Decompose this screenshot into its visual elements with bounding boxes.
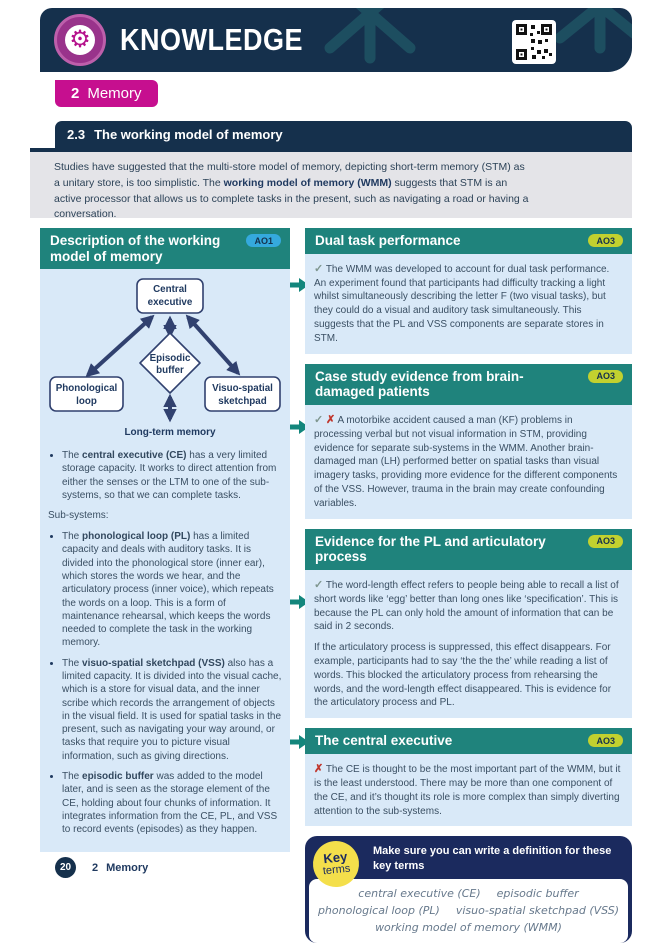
ao3-badge: AO3 bbox=[588, 234, 623, 247]
bullet-item: • The episodic buffer was added to the model later, and is seen as the storage element of the CE, holding about four chunks of information. It integrates information from the CE, PL, and VSS to record events (episodes) as they happen. bbox=[62, 770, 282, 836]
left-panel bbox=[40, 228, 290, 852]
left-panel-header bbox=[40, 228, 290, 269]
key-term: central executive (CE) bbox=[358, 886, 481, 900]
phonological-loop-label: Phonological bbox=[55, 383, 118, 395]
panel-header bbox=[305, 728, 632, 754]
panel-paragraph: If the articulatory process is suppressed, this effect disappears. For example, participants had to say ‘the the the’ while reading a list of words. This blocked the articulatory process from rehearsing the words, and the word-length effect disappeared. This is evidence for the articulatory process and PL. bbox=[314, 642, 612, 709]
panel-body bbox=[305, 254, 632, 354]
wmm-diagram bbox=[48, 275, 282, 445]
header-banner bbox=[40, 8, 632, 72]
panel-body bbox=[305, 754, 632, 827]
intro-text: Studies have suggested that the multi-store model of memory, depicting short-term memory (STM) as a unitary store, is too simplistic. The working model of memory (WMM) suggests that STM is an active processor that allows us to complete tasks in the present, such as navigating a road or having a conversation. bbox=[54, 161, 529, 221]
key-term: episodic buffer bbox=[496, 886, 579, 900]
panel-body bbox=[305, 405, 632, 519]
panel-title: The central executive bbox=[315, 733, 453, 749]
panel-title: Case study evidence from brain-damaged patients bbox=[315, 368, 524, 400]
panel-header bbox=[305, 529, 632, 570]
gear-icon: ⚙ bbox=[54, 14, 106, 66]
svg-text:loop: loop bbox=[76, 396, 97, 408]
panel-paragraph: ✓ The word-length effect refers to people being able to recall a list of short words like ‘egg’ better than long ones like ‘specification’. This is because the PL can only hold the amount of information that can be said in 2 seconds. bbox=[314, 578, 619, 633]
ao3-badge: AO3 bbox=[588, 734, 623, 747]
panel-central-executive bbox=[305, 728, 632, 826]
section-bar bbox=[55, 121, 632, 148]
check-icon: ✓ bbox=[314, 413, 324, 426]
bold-term: phonological loop (PL) bbox=[82, 531, 191, 543]
key-terms-badge: Key terms bbox=[311, 839, 362, 890]
ao3-badge: AO3 bbox=[588, 370, 623, 383]
bold-term: visuo-spatial sketchpad (VSS) bbox=[82, 657, 225, 669]
qr-code bbox=[512, 20, 556, 69]
section-title: The working model of memory bbox=[94, 127, 283, 142]
key-terms-list bbox=[309, 879, 628, 943]
chapter-number: 2 bbox=[71, 85, 80, 102]
panel-pl-evidence bbox=[305, 529, 632, 719]
cross-icon: ✗ bbox=[326, 413, 336, 426]
bold-term: central executive (CE) bbox=[82, 450, 187, 462]
panel-paragraph: ✓ The WMM was developed to account for dual task performance. An experiment found that participants had difficulty tracking a light whilst simultaneously describing the letter F (two visual tasks), but they could do a visual and auditory task simultaneously. This suggests that the PL and VSS components are separate stores in STM. bbox=[314, 262, 610, 344]
subsystems-label: Sub-systems: bbox=[48, 510, 109, 522]
key-terms-box bbox=[305, 836, 632, 943]
panel-case-study bbox=[305, 364, 632, 519]
chapter-title: Memory bbox=[87, 85, 142, 102]
bullet-item: • The visuo-spatial sketchpad (VSS) also has a limited capacity. It is divided into the visual cache, which is a store for visual data, and the inner scribe which records the arrangement of objects in the visual field. It is used for spatial tasks in the present, such as navigating your way around, or tasks that require you to picture visual information, such as giving directions. bbox=[62, 657, 282, 763]
footer-chapter-number: 2 bbox=[92, 861, 99, 874]
visuo-spatial-label: Visuo-spatial bbox=[212, 383, 273, 395]
key-term-bold: working model of memory (WMM) bbox=[223, 176, 392, 189]
panel-paragraph: ✗ The CE is thought to be the most important part of the WMM, but it is the least understood. There may be more than one component of the CE, and it’s thought its role is more complex than simply diverting attention to the sub-systems. bbox=[314, 762, 621, 817]
footer-chapter-title: Memory bbox=[106, 861, 149, 874]
panel-title: Dual task performance bbox=[315, 233, 461, 248]
ao3-badge: AO3 bbox=[588, 535, 623, 548]
check-icon: ✓ bbox=[314, 578, 324, 591]
panel-paragraph: ✓ ✗ A motorbike accident caused a man (KF) problems in processing verbal but not visual information in STM, providing evidence for separate sub-systems in the WMM. Another brain-damaged man (LH) performed better on spatial tasks than visual imagery tasks, providing more evidence for the different components of the VSS. However, trauma in the brain may create confounding variables. bbox=[314, 413, 618, 509]
cross-icon: ✗ bbox=[314, 762, 324, 775]
panel-body bbox=[305, 570, 632, 719]
panel-header bbox=[305, 364, 632, 405]
check-icon: ✓ bbox=[314, 262, 324, 275]
ao1-badge: AO1 bbox=[246, 234, 281, 247]
bold-term: episodic buffer bbox=[82, 771, 154, 783]
bullet-item: • The central executive (CE) has a very limited storage capacity. It works to direct attention from either the senses or the LTM to one of the sub-systems, so that we can complete tasks. bbox=[62, 449, 282, 502]
bullet-list bbox=[48, 449, 282, 502]
svg-text:sketchpad: sketchpad bbox=[218, 396, 267, 408]
key-term: visuo-spatial sketchpad (VSS) bbox=[455, 903, 620, 917]
section-number: 2.3 bbox=[67, 127, 86, 142]
episodic-buffer-label: Episodic bbox=[149, 353, 191, 365]
brand-title: KNOWLEDGE bbox=[120, 22, 303, 57]
key-terms-heading: Make sure you can write a definition for these key terms bbox=[373, 845, 612, 872]
panel-header bbox=[305, 228, 632, 254]
svg-text:buffer: buffer bbox=[156, 365, 184, 377]
bullet-item: • The phonological loop (PL) has a limited capacity and deals with auditory tasks. It is divided into the phonological store (inner ear), which stores the words we hear, and the articulatory process (inner voice), which repeats the words on a loop. This is a form of maintenance rehearsal, which keeps the words needed to complete the task in the working memory. bbox=[62, 530, 282, 650]
panel-title: Evidence for the PL and articulatory process bbox=[315, 533, 546, 565]
svg-text:executive: executive bbox=[147, 297, 193, 309]
right-column bbox=[305, 228, 632, 947]
left-panel-body bbox=[40, 269, 290, 852]
chapter-tab bbox=[55, 80, 158, 107]
page-footer bbox=[55, 857, 148, 878]
long-term-memory-label: Long-term memory bbox=[124, 427, 216, 439]
bullet-list bbox=[48, 530, 282, 837]
key-term: working model of memory (WMM) bbox=[375, 920, 562, 934]
intro-box bbox=[30, 152, 632, 221]
left-panel-title: Description of the working model of memory bbox=[50, 233, 221, 264]
content-columns bbox=[40, 228, 632, 934]
panel-dual-task bbox=[305, 228, 632, 354]
page-number-badge: 20 bbox=[55, 857, 76, 878]
central-executive-label: Central bbox=[153, 284, 187, 296]
key-term: phonological loop (PL) bbox=[317, 903, 440, 917]
section-bar-row bbox=[30, 121, 632, 152]
